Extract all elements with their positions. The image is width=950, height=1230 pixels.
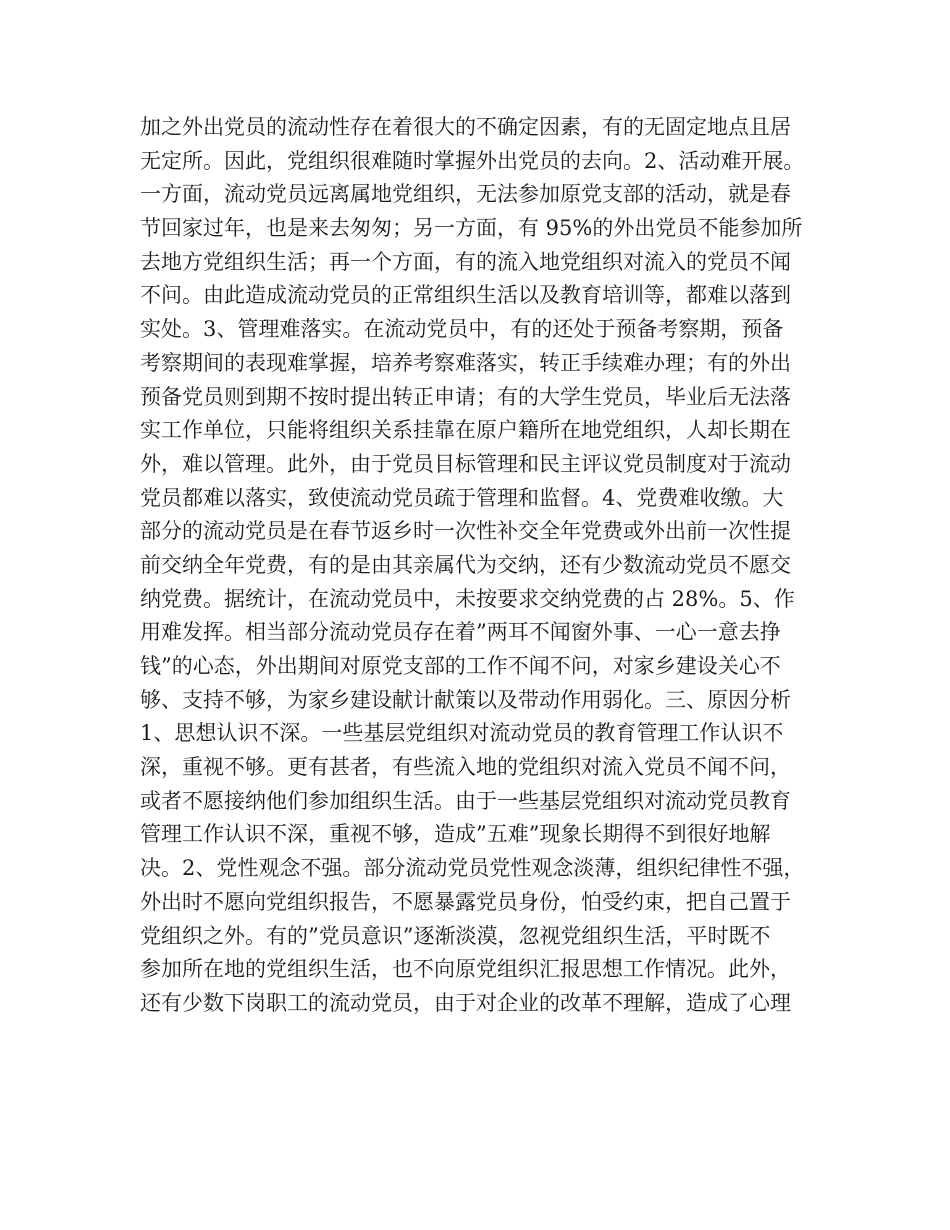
- text-line: 考察期间的表现难掌握，培养考察难落实，转正手续难办理；有的外出: [140, 350, 791, 375]
- text-line: 外，难以管理。此外，由于党员目标管理和民主评议党员制度对于流动: [140, 451, 791, 476]
- text-line: 纳党费。据统计，在流动党员中，未按要求交纳党费的占 28%。5、作: [140, 586, 795, 611]
- text-line: 用难发挥。相当部分流动党员存在着”两耳不闻窗外事、一心一意去挣: [140, 620, 781, 645]
- text-line: 党员都难以落实，致使流动党员疏于管理和监督。4、党费难收缴。大: [140, 485, 784, 510]
- body-text: [140, 111, 840, 1021]
- text-line: 外出时不愿向党组织报告，不愿暴露党员身份，怕受约束，把自己置于: [140, 889, 791, 914]
- text-line: 1、思想认识不深。一些基层党组织对流动党员的教育管理工作认识不: [140, 721, 784, 746]
- text-line: 钱”的心态，外出期间对原党支部的工作不闻不问，对家乡建设关心不: [140, 654, 781, 678]
- text-line: 深，重视不够。更有甚者，有些流入地的党组织对流入党员不闻不问，: [140, 755, 791, 780]
- text-line: 前交纳全年党费，有的是由其亲属代为交纳，还有少数流动党员不愿交: [140, 552, 791, 577]
- text-line: 党组织之外。有的”党员意识”逐渐淡漠，忽视党组织生活，平时既不: [140, 923, 771, 948]
- text-line: 决。2、党性观念不强。部分流动党员党性观念淡薄，组织纪律性不强，: [140, 856, 805, 881]
- text-line: 实工作单位，只能将组织关系挂靠在原户籍所在地党组织，人却长期在: [140, 418, 791, 443]
- text-line: 节回家过年，也是来去匆匆；另一方面，有 95%的外出党员不能参加所: [140, 216, 803, 241]
- text-line: 还有少数下岗职工的流动党员，由于对企业的改革不理解，造成了心理: [140, 990, 791, 1015]
- text-line: 实处。3、管理难落实。在流动党员中，有的还处于预备考察期，预备: [140, 317, 784, 342]
- text-line: 去地方党组织生活；再一个方面，有的流入地党组织对流入的党员不闻: [140, 249, 791, 274]
- text-line: 一方面，流动党员远离属地党组织，无法参加原党支部的活动，就是春: [140, 182, 791, 207]
- text-line: 参加所在地的党组织生活，也不向原党组织汇报思想工作情况。此外，: [140, 957, 791, 982]
- text-line: 管理工作认识不深，重视不够，造成”五难”现象长期得不到很好地解: [140, 822, 771, 847]
- text-line: 或者不愿接纳他们参加组织生活。由于一些基层党组织对流动党员教育: [140, 788, 791, 813]
- text-line: 无定所。因此，党组织很难随时掌握外出党员的去向。2、活动难开展。: [140, 148, 805, 173]
- text-line: 够、支持不够，为家乡建设献计献策以及带动作用弱化。三、原因分析: [140, 687, 791, 712]
- text-line: 不问。由此造成流动党员的正常组织生活以及教育培训等，都难以落到: [140, 283, 791, 308]
- text-line: 预备党员则到期不按时提出转正申请；有的大学生党员，毕业后无法落: [140, 384, 791, 409]
- text-line: 加之外出党员的流动性存在着很大的不确定因素，有的无固定地点且居: [140, 115, 791, 139]
- text-line: 部分的流动党员是在春节返乡时一次性补交全年党费或外出前一次性提: [140, 519, 791, 544]
